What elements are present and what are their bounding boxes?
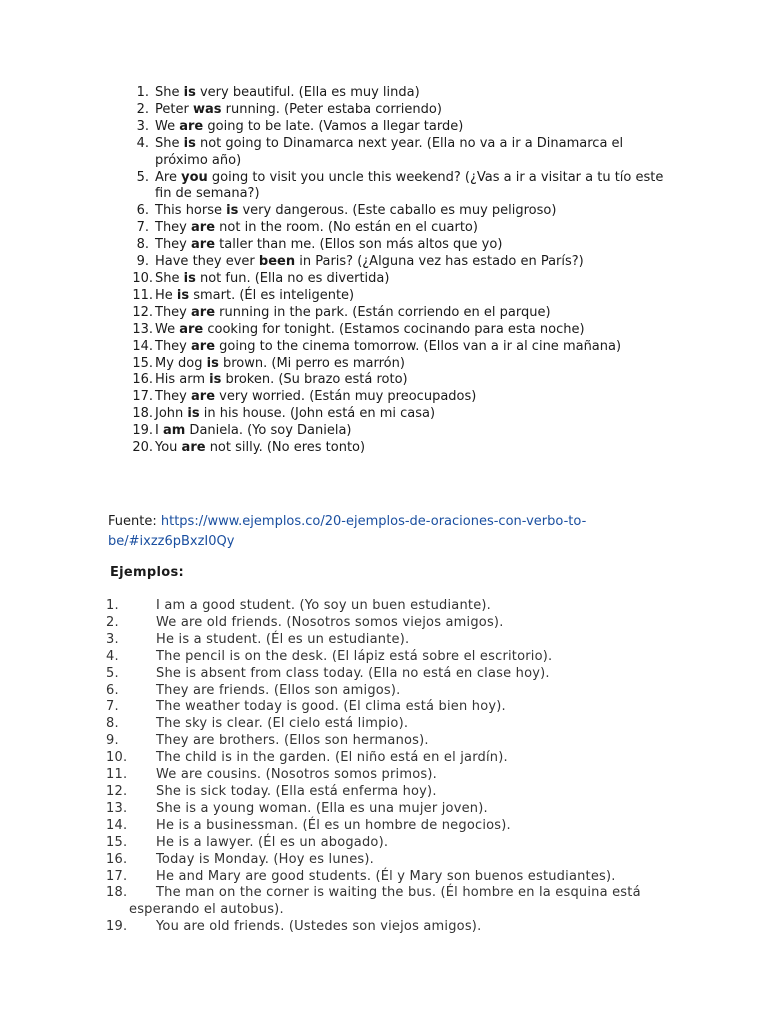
sentence-start: John <box>155 406 188 422</box>
sentence-end: in his house. (John está en mi casa) <box>199 406 436 422</box>
list-item <box>0 136 768 170</box>
sentence-end: brown. (Mi perro es marrón) <box>218 355 405 371</box>
list-item-text: You are old friends. (Ustedes son viejos amigos). <box>156 919 482 935</box>
list-item-text: He is a lawyer. (Él es un abogado). <box>156 834 389 850</box>
list-item <box>0 237 768 254</box>
verb-highlight: is <box>226 203 239 219</box>
list-item-number: 3. <box>106 631 119 647</box>
verb-highlight: is <box>176 287 190 303</box>
sentence-start: This horse <box>155 203 227 219</box>
list-item-number: 12. <box>132 304 153 320</box>
list-item <box>0 835 768 852</box>
list-item <box>0 733 768 750</box>
sentence-start: You <box>155 440 182 456</box>
list-item-text <box>155 136 623 168</box>
verb-highlight: is <box>183 85 196 100</box>
sentence-start: They <box>155 237 192 253</box>
list-item-text: She is absent from class today. (Ella no está en clase hoy). <box>156 665 550 681</box>
list-item <box>0 801 768 818</box>
list-item <box>0 254 768 271</box>
list-item <box>0 119 768 136</box>
sentence-end: very dangerous. (Este caballo es muy peligroso) <box>238 203 557 219</box>
sentence-end: broken. (Su brazo está roto) <box>221 372 408 388</box>
sentence-start: He <box>155 287 177 303</box>
verb-highlight: is <box>209 372 222 388</box>
list-item-number: 18. <box>132 406 153 422</box>
sentence-end: running. (Peter estaba corriendo) <box>221 101 442 117</box>
list-item-number: 19. <box>132 423 153 439</box>
sentence-end: not going to Dinamarca next year. (Ella no va a ir a Dinamarca el próximo año) <box>155 135 624 168</box>
verb-highlight: are <box>181 440 206 456</box>
list-item-number: 11. <box>106 767 128 783</box>
sentence-start: She <box>155 270 184 286</box>
sentence-end: very beautiful. (Ella es muy linda) <box>195 85 420 100</box>
list-item <box>0 406 768 423</box>
list-item <box>0 102 768 119</box>
verb-highlight: been <box>258 254 296 270</box>
list-item <box>0 203 768 220</box>
list-item-number: 4. <box>106 648 119 664</box>
list-item-text <box>155 237 502 252</box>
list-item-text: He and Mary are good students. (Él y Mary son buenos estudiantes). <box>156 868 616 884</box>
list-item-text: Today is Monday. (Hoy es lunes). <box>156 851 374 867</box>
list-item-number: 17. <box>132 389 153 405</box>
list-item-text: He is a student. (Él es un estudiante). <box>156 631 410 647</box>
list-item <box>0 885 768 919</box>
examples-heading: Ejemplos: <box>110 565 185 580</box>
list-item <box>0 784 768 801</box>
list-item <box>0 322 768 339</box>
list-item-number: 15. <box>106 834 128 850</box>
list-item-text <box>155 440 365 455</box>
verb-highlight: are <box>191 389 216 405</box>
list-item-number: 12. <box>106 783 128 799</box>
sentence-end: going to visit you uncle this weekend? (¿Vas a ir a visitar a tu tío este fin de semana?) <box>155 169 664 202</box>
list-item-text: He is a businessman. (Él es un hombre de negocios). <box>156 817 511 833</box>
sentence-end: going to the cinema tomorrow. (Ellos van a ir al cine mañana) <box>215 338 622 354</box>
sentence-start: We <box>155 118 180 134</box>
sentence-end: cooking for tonight. (Estamos cocinando para esta noche) <box>203 321 585 337</box>
list-item-number: 14. <box>106 817 128 833</box>
sentence-end: in Paris? (¿Alguna vez has estado en París?) <box>295 254 584 270</box>
verb-highlight: are <box>191 304 216 320</box>
list-item <box>0 440 768 457</box>
sentence-start: My dog <box>155 355 207 371</box>
list-item <box>0 699 768 716</box>
list-item-number: 14. <box>132 338 153 354</box>
sentence-end: taller than me. (Ellos son más altos que yo) <box>215 237 503 253</box>
list-item <box>0 271 768 288</box>
list-item-number: 18. <box>106 885 128 901</box>
list-item-text <box>155 220 478 235</box>
list-item-continuation: esperando el autobus). <box>129 902 284 918</box>
sentence-end: not in the room. (No están en el cuarto) <box>215 220 478 236</box>
verb-highlight: are <box>179 321 204 337</box>
list-item-text: The man on the corner is waiting the bus. (Él hombre en la esquina está <box>156 885 641 901</box>
list-item <box>0 632 768 649</box>
verb-highlight: is <box>206 355 219 371</box>
list-item-text: We are cousins. (Nosotros somos primos). <box>156 767 437 783</box>
list-item <box>0 767 768 784</box>
list-item-text <box>155 339 621 354</box>
sentence-end: very worried. (Están muy preocupados) <box>215 389 477 405</box>
list-item <box>0 649 768 666</box>
list-item-number: 7. <box>136 220 149 236</box>
source-label: Fuente: <box>108 514 161 529</box>
sentence-start: They <box>155 220 192 236</box>
sentence-start: They <box>155 338 192 354</box>
examples-list <box>0 598 768 936</box>
list-item-number: 13. <box>106 800 128 816</box>
list-item <box>0 220 768 237</box>
list-item-text <box>155 288 354 303</box>
sentence-start: She <box>155 135 184 151</box>
list-item-text: The weather today is good. (El clima está bien hoy). <box>156 699 506 715</box>
list-item <box>0 389 768 406</box>
list-item-text <box>155 322 585 337</box>
list-item-number: 5. <box>106 665 119 681</box>
list-item-text: We are old friends. (Nosotros somos viejos amigos). <box>156 614 504 630</box>
list-item-text: They are brothers. (Ellos son hermanos). <box>156 733 429 749</box>
verb-highlight: you <box>181 169 208 185</box>
sentence-start: They <box>155 389 192 405</box>
list-item <box>0 852 768 869</box>
list-item-text: The child is in the garden. (El niño está en el jardín). <box>156 750 508 766</box>
sentence-end: going to be late. (Vamos a llegar tarde) <box>203 118 464 134</box>
list-item <box>0 683 768 700</box>
sentence-end: not fun. (Ella no es divertida) <box>195 270 390 286</box>
to-be-sentences-list <box>0 85 768 457</box>
source-citation <box>108 512 628 552</box>
list-item-text <box>155 406 435 421</box>
sentence-end: smart. (Él es inteligente) <box>189 287 355 303</box>
list-item <box>0 666 768 683</box>
list-item-number: 10. <box>106 750 128 766</box>
list-item-text: The pencil is on the desk. (El lápiz está sobre el escritorio). <box>156 648 553 664</box>
sentence-end: running in the park. (Están corriendo en el parque) <box>215 304 551 320</box>
list-item-number: 3. <box>136 118 149 134</box>
list-item <box>0 919 768 936</box>
list-item-text <box>155 271 389 286</box>
sentence-start: They <box>155 304 192 320</box>
list-item-number: 6. <box>106 682 119 698</box>
sentence-start: We <box>155 321 180 337</box>
list-item-number: 13. <box>132 321 153 337</box>
sentence-start: Are <box>155 169 182 185</box>
list-item-number: 9. <box>106 733 119 749</box>
list-item <box>0 615 768 632</box>
verb-highlight: is <box>187 406 200 422</box>
list-item-number: 1. <box>106 598 119 613</box>
list-item-text <box>155 119 463 134</box>
list-item-number: 9. <box>136 254 149 270</box>
list-item-number: 8. <box>136 237 149 253</box>
list-item-text: She is a young woman. (Ella es una mujer joven). <box>156 800 488 816</box>
verb-highlight: are <box>191 237 216 253</box>
sentence-end: not silly. (No eres tonto) <box>205 440 366 456</box>
list-item-number: 16. <box>132 372 153 388</box>
list-item-text <box>155 85 420 100</box>
list-item-number: 2. <box>136 101 149 117</box>
list-item-text <box>155 356 405 371</box>
verb-highlight: am <box>162 423 186 439</box>
sentence-start: She <box>155 85 184 100</box>
list-item-number: 1. <box>136 85 149 100</box>
list-item <box>0 170 768 204</box>
list-item-text: I am a good student. (Yo soy un buen estudiante). <box>156 598 492 613</box>
list-item-number: 11. <box>132 287 153 303</box>
sentence-start: I <box>155 423 163 439</box>
list-item <box>0 356 768 373</box>
list-item <box>0 818 768 835</box>
list-item <box>0 598 768 615</box>
list-item-number: 19. <box>106 919 128 935</box>
list-item <box>0 288 768 305</box>
list-item-text <box>155 305 551 320</box>
verb-highlight: is <box>183 270 196 286</box>
list-item <box>0 372 768 389</box>
verb-highlight: are <box>179 118 204 134</box>
list-item-number: 17. <box>106 868 128 884</box>
verb-highlight: are <box>191 220 216 236</box>
list-item-number: 20. <box>132 440 153 456</box>
source-link[interactable]: https://www.ejemplos.co/20-ejemplos-de-oraciones-con-verbo-to-be/#ixzz6pBxzI0Qy <box>108 514 587 549</box>
sentence-start: Peter <box>155 101 193 117</box>
verb-highlight: is <box>183 135 196 151</box>
sentence-start: His arm <box>155 372 210 388</box>
list-item-text <box>155 203 556 218</box>
list-item-text <box>155 254 584 269</box>
list-item-number: 4. <box>136 135 149 151</box>
verb-highlight: are <box>191 338 216 354</box>
verb-highlight: was <box>192 101 222 117</box>
list-item <box>0 750 768 767</box>
list-item-number: 16. <box>106 851 128 867</box>
list-item <box>0 716 768 733</box>
list-item-number: 2. <box>106 614 119 630</box>
list-item <box>0 85 768 102</box>
list-item-number: 10. <box>132 270 153 286</box>
list-item-text <box>155 102 442 117</box>
list-item <box>0 305 768 322</box>
list-item-text: The sky is clear. (El cielo está limpio). <box>156 716 409 732</box>
list-item-text <box>155 170 663 202</box>
list-item <box>0 423 768 440</box>
list-item-number: 7. <box>106 699 119 715</box>
list-item <box>0 869 768 886</box>
list-item-text <box>155 372 408 387</box>
list-item-number: 5. <box>136 169 149 185</box>
list-item-text: They are friends. (Ellos son amigos). <box>156 682 401 698</box>
list-item-text: She is sick today. (Ella está enferma hoy). <box>156 783 437 799</box>
sentence-start: Have they ever <box>155 254 259 270</box>
list-item-number: 8. <box>106 716 119 732</box>
list-item-number: 6. <box>136 203 149 219</box>
list-item-number: 15. <box>132 355 153 371</box>
list-item <box>0 339 768 356</box>
list-item-text <box>155 389 476 404</box>
list-item-text <box>155 423 352 438</box>
sentence-end: Daniela. (Yo soy Daniela) <box>185 423 352 439</box>
